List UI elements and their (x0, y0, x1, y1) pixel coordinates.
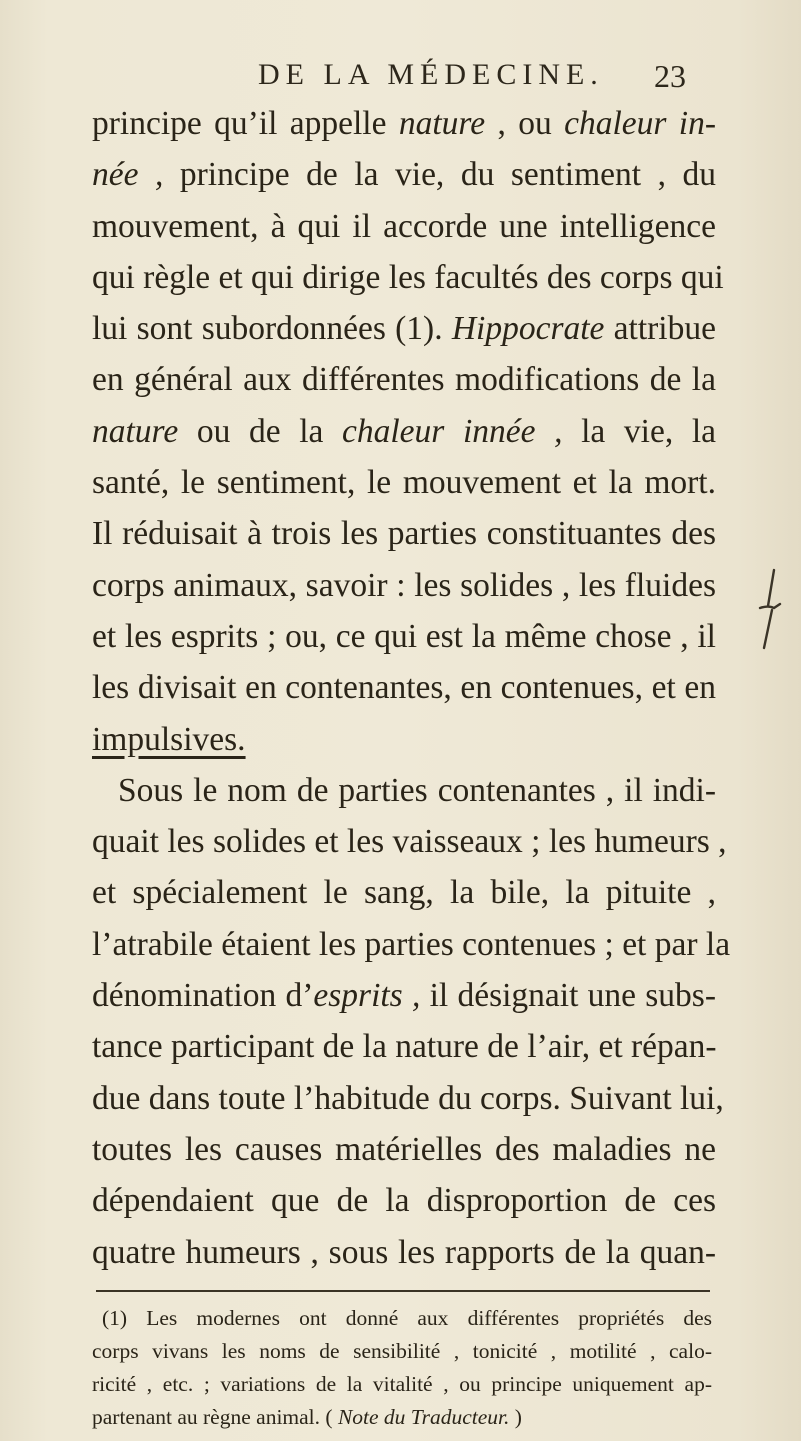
text-line (92, 560, 716, 611)
text-segment: l’atrabile étaient les parties contenues ; et par la (92, 925, 731, 963)
text-segment: attribue (604, 310, 716, 348)
footnote-line (92, 1401, 712, 1434)
footnote-line (92, 1368, 712, 1401)
text-segment: dépendaient que de la disproportion de ces (92, 1182, 716, 1220)
text-segment: santé, le sentiment, le mouvement et la mort. (92, 464, 716, 502)
text-line (92, 611, 716, 662)
text-segment: (1) Les modernes ont donné aux différentes propriétés des (102, 1306, 712, 1330)
text-segment: chaleur in- (564, 105, 716, 142)
text-segment: nature (92, 412, 179, 450)
text-segment: corps animaux, savoir : les solides , les fluides (92, 566, 716, 604)
text-segment: Note du Traducteur. (337, 1405, 510, 1429)
text-line (92, 662, 716, 713)
text-segment: , ou (485, 105, 565, 142)
text-segment: nature (398, 105, 486, 142)
text-segment: due dans toute l’habitude du corps. Suivant lui, (92, 1079, 724, 1117)
text-segment: les divisait en contenantes, en contenues, et en (92, 669, 716, 707)
text-segment: lui sont subordonnées (1). (92, 310, 452, 348)
text-segment: ) (509, 1405, 522, 1429)
text-line (92, 1124, 716, 1175)
text-segment: qui règle et qui dirige les facultés des corps qui (92, 258, 724, 296)
text-line (92, 1073, 724, 1124)
footnote-line (92, 1335, 712, 1368)
text-line (92, 201, 716, 252)
text-line (92, 1021, 716, 1072)
text-segment: Hippocrate (451, 310, 605, 348)
text-segment: quatre humeurs , sous les rapports de la quan- (92, 1233, 716, 1271)
text-line (92, 816, 727, 867)
text-segment: partenant au règne animal. ( (92, 1405, 338, 1429)
text-line (92, 919, 731, 970)
text-segment: tance participant de la nature de l’air, et répan- (92, 1028, 717, 1066)
text-segment: dénomination d’ (92, 977, 314, 1015)
text-line (92, 765, 716, 816)
running-head (0, 58, 801, 98)
text-line (92, 406, 716, 457)
text-line (92, 149, 716, 200)
text-line (92, 867, 716, 918)
text-segment: Il réduisait à trois les parties constituantes des (92, 515, 716, 553)
text-segment: principe de la vie, du sentiment , du (163, 156, 716, 194)
footnote-line (92, 1302, 712, 1335)
text-line (92, 1227, 716, 1278)
text-line (92, 354, 716, 405)
text-line (92, 457, 716, 508)
text-line (92, 98, 716, 149)
body-text (92, 98, 731, 1278)
text-segment: principe qu’il appelle (92, 105, 399, 142)
text-segment: et les esprits ; ou, ce qui est la même chose , il (92, 617, 716, 655)
footnote (92, 1302, 712, 1434)
text-line (92, 252, 724, 303)
text-segment: en général aux différentes modifications de la (92, 361, 716, 399)
text-segment: Sous le nom de parties contenantes , il indi- (118, 771, 716, 809)
text-segment: esprits , (313, 977, 421, 1015)
text-line (92, 1175, 716, 1226)
text-segment: née , (92, 156, 164, 194)
text-segment: et spécialement le sang, la bile, la pituite , (92, 874, 716, 912)
text-segment: chaleur innée , (342, 412, 563, 450)
text-segment: la vie, la (562, 412, 717, 450)
text-segment: ricité , etc. ; variations de la vitalité , ou principe uniquement ap- (92, 1372, 712, 1396)
text-line (92, 303, 716, 354)
text-segment: ou de la (178, 412, 342, 450)
text-segment: quait les solides et les vaisseaux ; les humeurs , (92, 823, 727, 861)
text-segment: mouvement, à qui il accorde une intelligence (92, 207, 716, 245)
page-number: 23 (654, 58, 686, 94)
running-title: DE LA MÉDECINE. (258, 58, 604, 91)
text-segment: impulsives. (92, 720, 246, 758)
text-line (92, 970, 716, 1021)
footnote-separator (96, 1290, 710, 1292)
text-line (92, 508, 716, 559)
margin-pencil-mark-icon (752, 566, 792, 726)
text-segment: corps vivans les noms de sensibilité , tonicité , motilité , calo- (92, 1339, 712, 1363)
text-segment: toutes les causes matérielles des maladies ne (92, 1130, 716, 1168)
text-line (92, 714, 716, 765)
text-segment: il désignait une subs- (420, 977, 716, 1015)
